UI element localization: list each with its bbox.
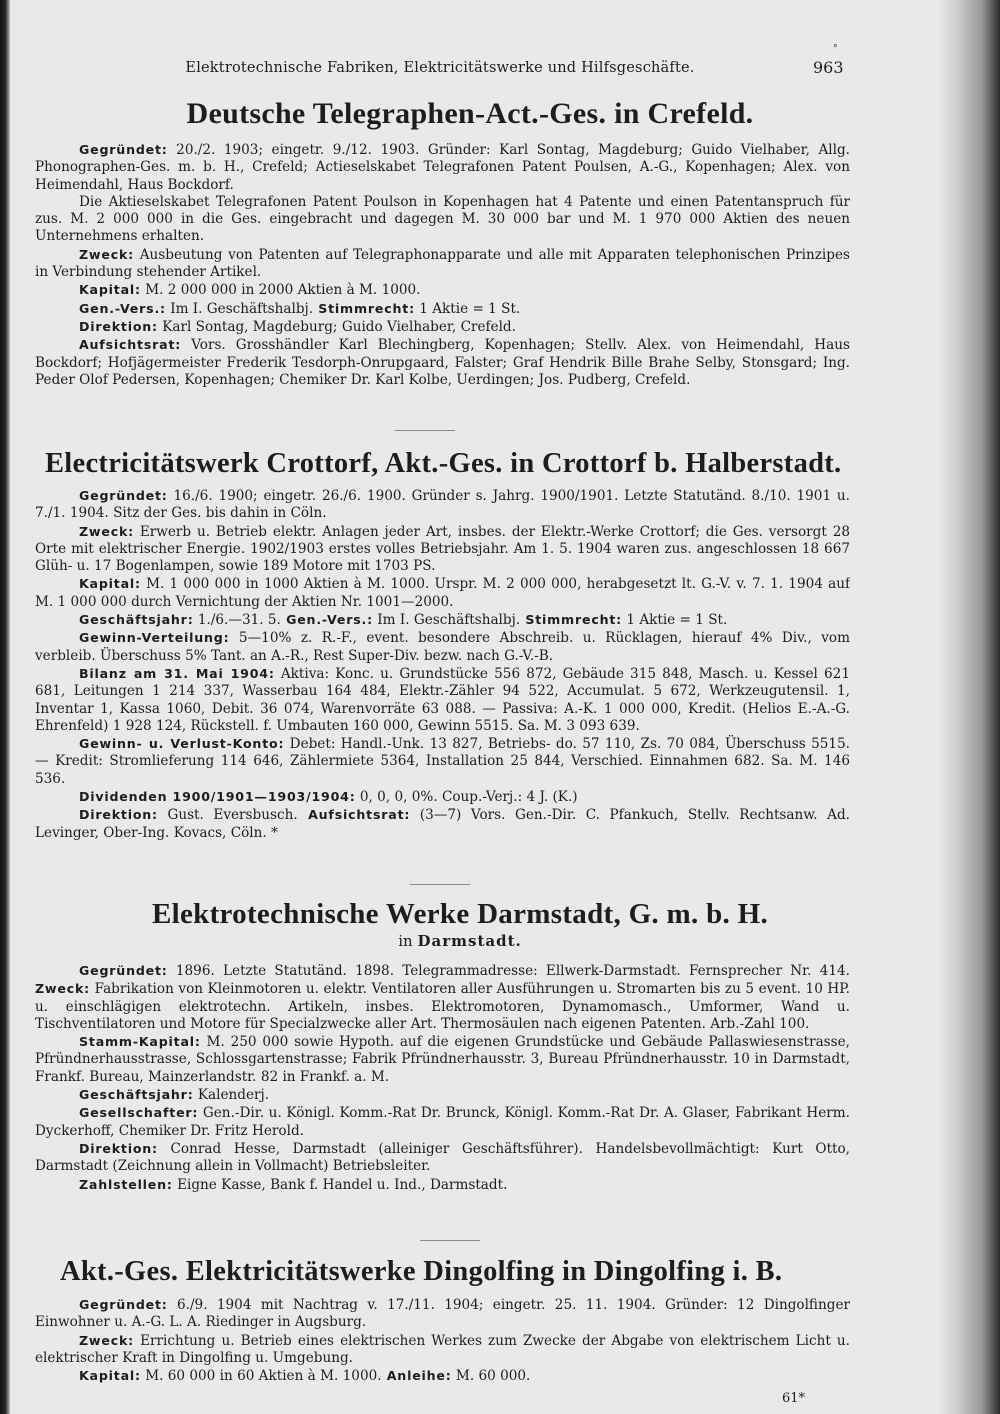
field-text: M. 60 000. [451,1368,531,1385]
field-label: Zahlstellen: [79,1176,173,1192]
field-label: Gegründet: [79,488,168,503]
entry-paragraph [35,194,850,246]
field-label: Gen.-Vers.: [79,300,166,316]
entry-paragraph [35,575,850,611]
field-text: M. 2 000 000 in 2000 Aktien à M. 1000. [140,282,421,299]
entry-paragraph [35,629,850,665]
field-text: 1896. Letzte Statutänd. 1898. Telegrammadresse: Ellwerk-Darmstadt. Fernsprecher Nr. 414. [167,963,850,979]
entry-paragraph [35,665,850,735]
entry-paragraph [35,246,850,282]
field-text: Vors. Grosshändler Karl Blechingberg, Kopenhagen; Stellv. Alex. von Heimendahl, Haus Bockdorf; Hofjägermeister Frederik Tesdorph-Onrupgaard, Falster; Graf Hendrik Bille Brahe Selby, Stonsgard; Ing. Peder Olof Pedersen, Kopenhagen; Chemiker Dr. Karl Kolbe, Uerdingen; Jos. Pudberg, Crefeld. [35,337,850,388]
entry-paragraph [35,788,850,806]
field-label: Kapital: [79,282,141,298]
entry-paragraph [35,281,850,299]
field-label: Kapital: [79,576,141,592]
subtitle-place: Darmstadt. [417,932,522,950]
field-text: 0, 0, 0, 0%. Coup.-Verj.: 4 J. (K.) [355,789,578,806]
entry-body-darmstadt [35,962,850,1222]
field-text: 6./9. 1904 mit Nachtrag v. 17./11. 1904; eingetr. 25. 11. 1904. Gründer: 12 Dingolfinger Einwohner u. A.-G. L. A. Riedinger in Augsburg. [35,1297,850,1331]
field-label: Zweck: [79,246,134,262]
section-divider [395,430,455,431]
entry-paragraph [35,1176,850,1194]
entry-paragraph [35,962,850,1033]
running-head: Elektrotechnische Fabriken, Elektricitätswerke und Hilfsgeschäfte. [185,60,695,76]
field-label: Kapital: [79,1368,141,1384]
signature-mark: 61* [782,1391,806,1406]
field-label: Geschäftsjahr: [79,1087,194,1103]
field-text: Conrad Hesse, Darmstadt (alleiniger Geschäftsführer). Handelsbevollmächtigt: Kurt Otto, Darmstadt (Zeichnung allein in Vollmacht) Betriebsleiter. [35,1140,850,1175]
field-label: Direktion: [79,318,158,334]
page-dot: ° [833,44,838,54]
scan-right-edge [938,0,1000,1414]
entry-paragraph [35,1367,850,1385]
entry-paragraph [35,523,850,576]
field-label: Direktion: [79,807,158,823]
entry-body-telegraphen [35,141,850,416]
entry-body-dingolfing [35,1296,850,1386]
entry-paragraph [35,1296,850,1332]
entry-paragraph [35,318,850,336]
field-text: Errichtung u. Betrieb eines elektrischen Werkes zum Zwecke der Abgabe von elektrischem Licht u. elektrischer Kraft in Dingolfing u. Umgebung. [35,1332,850,1366]
field-text: Erwerb u. Betrieb elektr. Anlagen jeder Art, insbes. der Elektr.-Werke Crottorf; die Ges. versorgt 28 Orte mit elektrischer Energie. 1902/1903 erstes volles Betriebsjahr. Am 1. 5. 1904 waren zus. angeschlossen 18 667 Glüh- u. 17 Bogenlampen, sowie 189 Motore mit 1703 PS. [35,523,850,575]
section-divider [410,884,470,885]
field-label: Bilanz am 31. Mai 1904: [79,665,275,681]
field-text: Karl Sontag, Magdeburg; Guido Vielhaber, Crefeld. [157,318,516,335]
entry-title-crottorf: Electricitätswerk Crottorf, Akt.-Ges. in Crottorf b. Halberstadt. [45,448,842,479]
entry-paragraph [35,1332,850,1368]
field-text: Fabrikation von Kleinmotoren u. elektr. Ventilatoren aller Ausführungen u. Stromarten bis zu 5 event. 10 HP. u. einschlägigen elektrotechn. Artikeln, insbes. Elektromotoren, Dynamomasch., Umformer, Wand u. Tischventilatoren und Motore für Specialzwecke aller Art. Thermosäulen nach eigenen Patenten. Arb.-Zahl 100. [35,981,850,1032]
field-label: Aufsichtsrat: [79,337,182,353]
field-label: Geschäftsjahr: [79,612,194,628]
entry-paragraph [35,611,850,629]
entry-paragraph [35,806,850,842]
entry-paragraph [35,141,850,194]
field-text: 1 Aktie = 1 St. [414,300,521,317]
entry-paragraph [35,487,850,523]
field-label: Direktion: [79,1140,158,1156]
scan-left-edge [0,0,10,1414]
field-text: M. 60 000 in 60 Aktien à M. 1000. [140,1368,382,1385]
field-label: Stimmrecht: [313,300,415,316]
field-text: Aktiva: Konc. u. Grundstücke 556 872, Gebäude 315 848, Masch. u. Kessel 621 681, Leitungen 1 214 337, Wasserbau 164 484, Elektr.-Zähler 94 522, Accumulat. 5 672, Werkzeugutensil. 1, Inventar 1, Kassa 1060, Debit. 36 074, Warenvorräte 63 088. — Passiva: A.-K. 1 000 000, Kredit. (Helios E.-A.-G. Ehrenfeld) 1 928 124, Rückstell. f. Umbauten 160 000, Gewinn 5515. Sa. M. 3 093 639. [35,665,850,734]
field-label: Anleihe: [381,1368,452,1384]
entry-title-dingolfing: Akt.-Ges. Elektricitätswerke Dingolfing in Dingolfing i. B. [60,1256,783,1287]
field-label: Aufsichtsrat: [297,807,411,823]
field-text: Debet: Handl.-Unk. 13 827, Betriebs- do. 57 110, Zs. 70 084, Überschuss 5515. — Kredit: Stromlieferung 114 646, Zählermiete 5364, Installation 25 844, Verschied. Einnahmen 682. Sa. M. 146 536. [35,736,850,787]
entry-paragraph [35,1086,850,1104]
field-text: Im I. Geschäftshalbj. [372,612,521,629]
field-label: Dividenden 1900/1901—1903/1904: [79,789,356,805]
field-label: Gegründet: [79,963,168,978]
entry-paragraph [35,1104,850,1140]
field-text: Ausbeutung von Patenten auf Telegraphonapparate und alle mit Apparaten telephonischen Prinzipes in Verbindung stehender Artikel. [35,246,850,281]
field-text: M. 250 000 sowie Hypoth. auf die eigenen Grundstücke und Gebäude Pallaswiesenstrasse, Pfründnerhausstrasse, Schlossgartenstrasse; Fabrik Pfründnerhausstr. 3, Bureau Pfründnerhausstr. 10 in Darmstadt, Frankf. Bureau, Mainzerlandstr. 82 in Frankf. a. M. [35,1034,850,1085]
field-text: Gust. Eversbusch. [157,807,298,824]
field-text: 20./2. 1903; eingetr. 9./12. 1903. Gründer: Karl Sontag, Magdeburg; Guido Vielhaber, Allg. Phonographen-Ges. m. b. H., Crefeld; Actieselskabet Telegrafonen Patent Poulsen, A.-G., Kopenhagen; Alex. von Heimendahl, Haus Bockdorf. [35,142,850,193]
field-text: Gen.-Dir. u. Königl. Komm.-Rat Dr. Brunck, Königl. Komm.-Rat Dr. A. Glaser, Fabrikant Herm. Dyckerhoff, Chemiker Dr. Fritz Herold. [35,1105,850,1139]
field-text: 5—10% z. R.-F., event. besondere Abschreib. u. Rücklagen, hierauf 4% Div., vom verbleib. Überschuss 5% Tant. an A.-R., Rest Super-Div. bezw. nach G.-V.-B. [35,630,850,664]
field-label: Zweck: [35,981,90,997]
field-label: Stimmrecht: [520,612,623,628]
field-label: Gewinn- u. Verlust-Konto: [79,736,285,752]
field-text: Im I. Geschäftshalbj. [165,300,314,317]
field-label: Zweck: [79,1332,134,1348]
field-text: 1./6.—31. 5. [193,612,281,629]
entry-subtitle-darmstadt [90,932,830,950]
entry-title-telegraphen: Deutsche Telegraphen-Act.-Ges. in Crefeld. [186,97,754,130]
entry-title-darmstadt: Elektrotechnische Werke Darmstadt, G. m. b. H. [151,898,769,930]
section-divider [420,1240,480,1241]
field-text: (3—7) Vors. Gen.-Dir. C. Pfankuch, Stellv. Rechtsanw. Ad. Levinger, Ober-Ing. Kovacs, Cöln. * [35,807,850,841]
field-label: Gegründet: [79,1297,168,1312]
field-text: 1 Aktie = 1 St. [622,612,728,629]
entry-paragraph [35,735,850,788]
field-label: Gen.-Vers.: [280,612,373,628]
entry-paragraph [35,1033,850,1086]
field-text: M. 1 000 000 in 1000 Aktien à M. 1000. Urspr. M. 2 000 000, herabgesetzt lt. G.-V. v. 7. 1. 1904 auf M. 1 000 000 durch Vernichtung der Aktien Nr. 1001—2000. [35,576,850,610]
entry-paragraph [35,300,850,318]
entry-paragraph [35,336,850,389]
page-number: 963 [813,58,844,77]
field-text: 16./6. 1900; eingetr. 26./6. 1900. Gründer s. Jahrg. 1900/1901. Letzte Statutänd. 8./10. 1901 u. 7./1. 1904. Sitz der Ges. bis dahin in Cöln. [35,488,850,522]
field-text: Kalenderj. [193,1087,270,1104]
field-label: Zweck: [79,523,134,539]
field-label: Stamm-Kapital: [79,1034,201,1050]
entry-body-crottorf [35,487,850,872]
field-label: Gesellschafter: [79,1105,199,1121]
field-text: Eigne Kasse, Bank f. Handel u. Ind., Darmstadt. [172,1176,508,1193]
entry-paragraph [35,1140,850,1176]
field-label: Gewinn-Verteilung: [79,630,230,646]
field-label: Gegründet: [79,142,168,157]
field-text: Die Aktieselskabet Telegrafonen Patent Poulson in Kopenhagen hat 4 Patente und einen Patentanspruch für zus. M. 2 000 000 in die Ges. eingebracht und dagegen M. 30 000 bar und M. 1 970 000 Aktien des neuen Unternehmens erhalten. [35,193,850,245]
subtitle-prefix: in [398,932,413,950]
